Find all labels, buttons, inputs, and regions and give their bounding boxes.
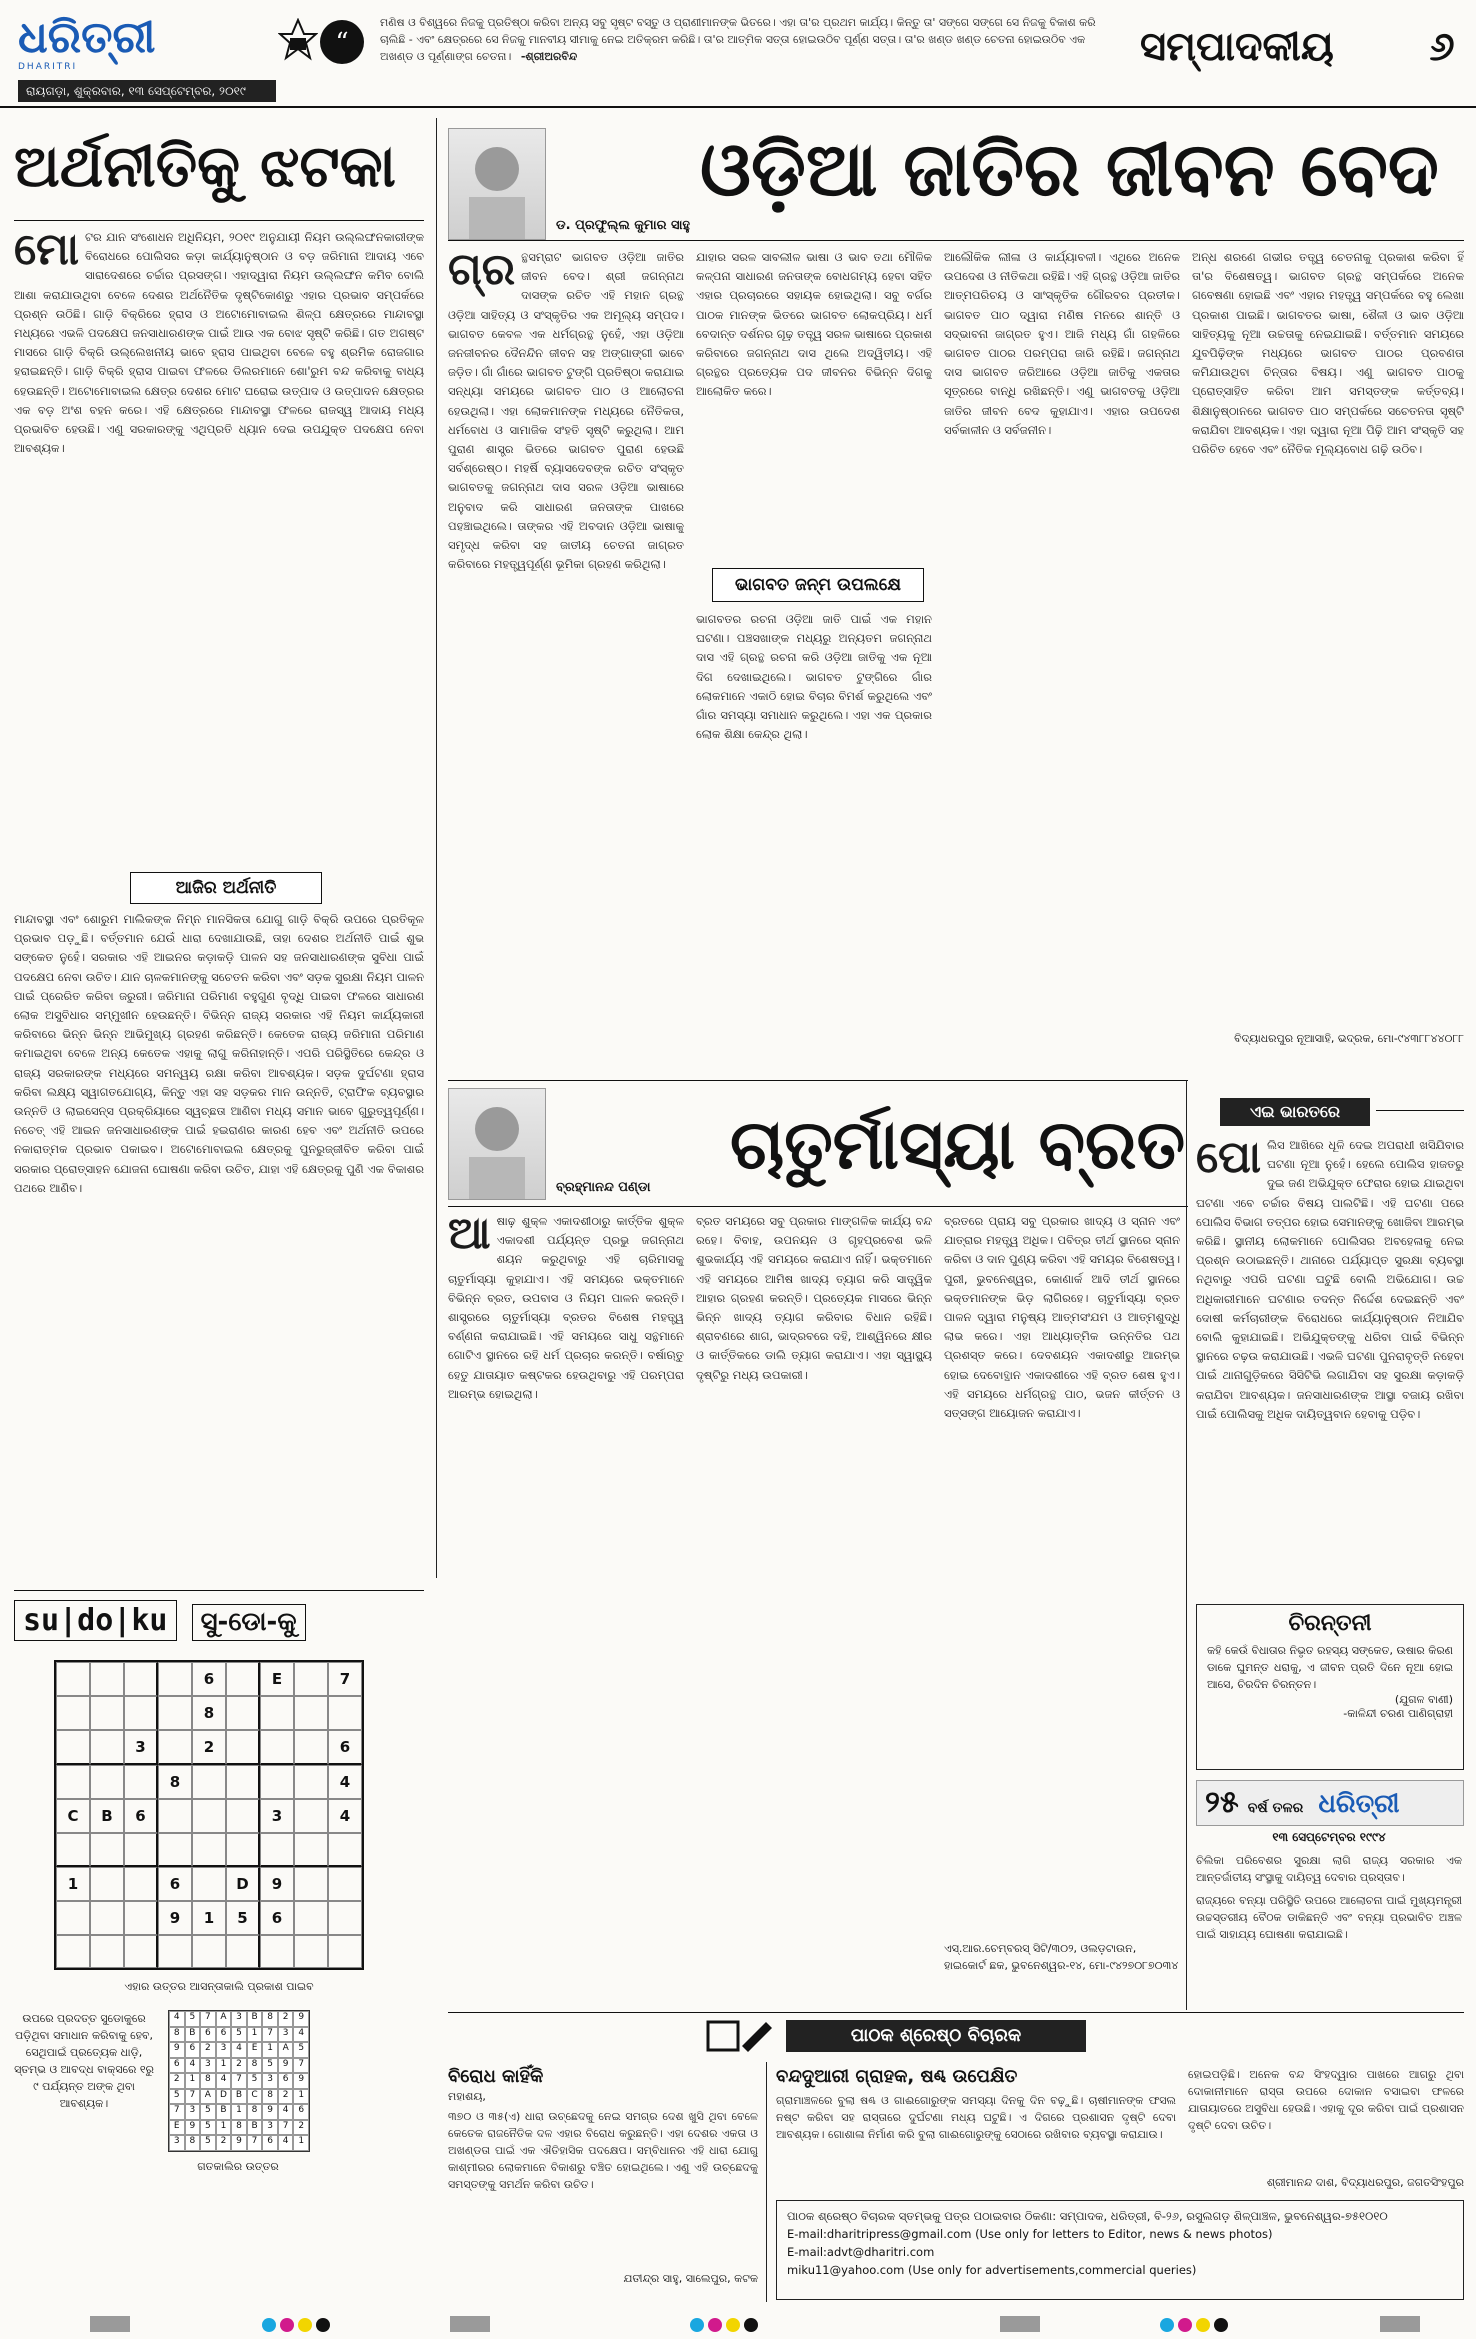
sudoku-cell[interactable] [294, 1730, 328, 1765]
solution-cell: B [247, 2120, 263, 2136]
sudoku-cell[interactable] [90, 1833, 124, 1867]
article1-col3: ଆଲୌକିକ ଲୀଳା ଓ କାର୍ଯ୍ୟାବଳୀ। ଏଥିରେ ଅନେକ ଉପଦେଶ ଓ ନୀତିକଥା ରହିଛି। ଏହି ଗ୍ରନ୍ଥ ଓଡ଼ିଆ ଜାତିର ଆତ୍ମପରିଚୟ ଓ ସାଂସ୍କୃତିକ ଗୌରବର ପ୍ରତୀକ। ଭାଗବତ ପାଠ ଦ୍ୱାରା ମଣିଷ ମନରେ ଶାନ୍ତି ଓ ସଦ୍ଭାବନା ଜାଗ୍ରତ ହୁଏ। ଆଜି ମଧ୍ୟ ଗାଁ ଗହଳିରେ ଭାଗବତ ପାଠର ପରମ୍ପରା ଜାରି ରହିଛି। ଜଗନ୍ନାଥ ଦାସ ଭାଗବତ ଜରିଆରେ ଓଡ଼ିଆ ଜାତିକୁ ଏକତାର ସୂତ୍ରରେ ବାନ୍ଧି ରଖିଛନ୍ତି। ଏଣୁ ଭାଗବତକୁ ଓଡ଼ିଆ ଜାତିର ଜୀବନ ବେଦ କୁହାଯାଏ। ଏହାର ଉପଦେଶ ସର୍ବକାଳୀନ ଓ ସର୍ବଜନୀନ। [944, 250, 1180, 437]
letter-pen-icon [706, 2016, 776, 2056]
solution-cell: 9 [185, 2120, 201, 2136]
editorial-body [14, 228, 424, 868]
sudoku-cell[interactable]: 6 [158, 1867, 192, 1901]
letter1-body: ୩୭୦ ଓ ୩୫(ଏ) ଧାରା ଉଚ୍ଛେଦକୁ ନେଇ ସମଗ୍ର ଦେଶ ଖୁସି ଥିବା ବେଳେ କେତେକ ରାଜନୈତିକ ଦଳ ଏହାର ବିରୋଧ କରୁଛନ୍ତି। ଏହା ଦେଶର ଏକତା ଓ ଅଖଣ୍ଡତା ପାଇଁ ଏକ ଐତିହାସିକ ପଦକ୍ଷେପ। ସମ୍ବିଧାନର ଏହି ଧାରା ଯୋଗୁ କାଶ୍ମୀରର ଲୋକମାନେ ବିକାଶରୁ ବଞ୍ଚିତ ହୋଇଥିଲେ। ଏଣୁ ଏହି ଉଚ୍ଛେଦକୁ ସମସ୍ତଙ୍କୁ ସମର୍ଥନ କରିବା ଉଚିତ। [448, 2110, 758, 2191]
solution-cell: 1 [185, 2073, 201, 2089]
solution-cell: 7 [169, 2104, 185, 2120]
sudoku-cell[interactable]: E [260, 1662, 294, 1696]
solution-cell: 2 [278, 2089, 294, 2105]
solution-cell: 4 [278, 2104, 294, 2120]
sudoku-puzzle-grid[interactable] [54, 1660, 364, 1970]
article2-signoff: ଏସ୍.ଆର.ଚେମ୍ବରସ୍ ସିଟି/୩୦୨, ଓଲଡ଼ଟାଉନ, ହାଇକୋର୍ଟ ଛକ, ଭୁବନେଶ୍ୱର-୧୪, ମୋ-୯୪୨୭୦୮୭୦୩୪ [944, 1942, 1179, 1972]
solution-cell: 1 [216, 2120, 232, 2136]
article1-dropcap: ଗ୍ର [448, 248, 516, 295]
solution-cell: A [278, 2042, 294, 2058]
solution-cell: 6 [169, 2058, 185, 2074]
solution-cell: 5 [200, 2104, 216, 2120]
solution-cell: B [185, 2027, 201, 2043]
solution-cell: 2 [293, 2120, 309, 2136]
sudoku-cell[interactable]: 3 [260, 1799, 294, 1833]
solution-cell: E [247, 2042, 263, 2058]
solution-cell: 3 [262, 2120, 278, 2136]
solution-cell: A [200, 2089, 216, 2105]
sudoku-header [14, 1600, 424, 1648]
letter3-body: ହୋଇପଡ଼ିଛି। ଅନେକ ବନ୍ଦ ସିଂହଦ୍ୱାର ପାଖରେ ଆଗରୁ ଥିବା ଦୋକାନୀମାନେ ରାସ୍ତା ଉପରେ ଦୋକାନ ବସାଇବା ଫଳରେ ଯାତାୟାତରେ ଅସୁବିଧା ହେଉଛି। ଏହାକୁ ଦୂର କରିବା ପାଇଁ ପ୍ରଶାସନ ଦୃଷ୍ଟି ଦେବା ଉଚିତ। [1188, 2068, 1464, 2132]
sudoku-title-en: su|do|ku [14, 1600, 177, 1641]
solution-cell: 8 [231, 2120, 247, 2136]
solution-cell: 8 [262, 2089, 278, 2105]
sudoku-cell[interactable]: 6 [260, 1901, 294, 1935]
sudoku-cell[interactable]: 4 [328, 1799, 362, 1833]
quote-icon [318, 18, 366, 66]
flashback-item: ରାଜ୍ୟରେ ବନ୍ୟା ପରିସ୍ଥିତି ଉପରେ ଆଲୋଚନା ପାଇଁ ମୁଖ୍ୟମନ୍ତ୍ରୀ ଉଚ୍ଚସ୍ତରୀୟ ବୈଠକ ଡାକିଛନ୍ତି ଏବଂ ବନ୍ୟା ପ୍ରଭାବିତ ଅଞ୍ଚଳ ପାଇଁ ସାହାଯ୍ୟ ଘୋଷଣା କରାଯାଇଛି। [1196, 1894, 1462, 1941]
article1-col2-bottom: ଭାଗବତର ରଚନା ଓଡ଼ିଆ ଜାତି ପାଇଁ ଏକ ମହାନ ଘଟଣା। ପଞ୍ଚସଖାଙ୍କ ମଧ୍ୟରୁ ଅନ୍ୟତମ ଜଗନ୍ନାଥ ଦାସ ଏହି ଗ୍ରନ୍ଥ ରଚନା କରି ଓଡ଼ିଆ ଜାତିକୁ ଏକ ନୂଆ ଦିଗ ଦେଖାଇଥିଲେ। ଭାଗବତ ଟୁଙ୍ଗିରେ ଗାଁର ଲୋକମାନେ ଏକାଠି ହୋଇ ବିଚାର ବିମର୍ଶ କରୁଥିଲେ ଏବଂ ଗାଁର ସମସ୍ୟା ସମାଧାନ କରୁଥିଲେ। ଏହା ଏକ ପ୍ରକାର ଲୋକ ଶିକ୍ଷା କେନ୍ଦ୍ର ଥିଲା। [696, 612, 932, 742]
sudoku-cell[interactable] [328, 1901, 362, 1935]
masthead-logo [18, 14, 168, 74]
sudoku-cell[interactable] [56, 1730, 90, 1765]
sudoku-cell[interactable] [124, 1662, 158, 1696]
logo-subtitle: DHARITRI [18, 62, 78, 72]
article2-col3: ବ୍ରତରେ ପ୍ରାୟ ସବୁ ପ୍ରକାର ଖାଦ୍ୟ ଓ ସ୍ନାନ ଏବଂ ଯାତ୍ରାର ମହତ୍ତ୍ୱ ଅଧିକ। ପବିତ୍ର ତୀର୍ଥ ସ୍ଥାନରେ ସ୍ନାନ କରିବା ଓ ଦାନ ପୁଣ୍ୟ କରିବା ଏହି ସମୟର ବିଶେଷତ୍ୱ। ପୁରୀ, ଭୁବନେଶ୍ୱର, କୋଣାର୍କ ଆଦି ତୀର୍ଥ ସ୍ଥାନରେ ଭକ୍ତମାନଙ୍କ ଭିଡ଼ ଲାଗିରହେ। ଚାତୁର୍ମାସ୍ୟା ବ୍ରତ ପାଳନ ଦ୍ୱାରା ମନୁଷ୍ୟ ଆତ୍ମସଂଯମ ଓ ଆତ୍ମଶୁଦ୍ଧି ଲାଭ କରେ। ଏହା ଆଧ୍ୟାତ୍ମିକ ଉନ୍ନତିର ପଥ ପ୍ରଶସ୍ତ କରେ। ଦେବଶୟନ ଏକାଦଶୀରୁ ଆରମ୍ଭ ହୋଇ ଦେବୋତ୍ଥାନ ଏକାଦଶୀରେ ଏହି ବ୍ରତ ଶେଷ ହୁଏ। ଏହି ସମୟରେ ଧର୍ମଗ୍ରନ୍ଥ ପାଠ, ଭଜନ କୀର୍ତ୍ତନ ଓ ସତ୍ସଙ୍ଗ ଆୟୋଜନ କରାଯାଏ। [944, 1214, 1180, 1421]
sudoku-cell[interactable]: 6 [124, 1799, 158, 1833]
sudoku-cell[interactable] [260, 1696, 294, 1730]
sudoku-solution-grid [168, 2010, 310, 2152]
solution-cell: 5 [247, 2073, 263, 2089]
sudoku-cell[interactable]: 1 [192, 1901, 226, 1935]
solution-cell: 2 [200, 2042, 216, 2058]
solution-cell: 6 [216, 2027, 232, 2043]
flashback-items [1196, 1852, 1462, 2008]
flashback-years: ୨୫ [1205, 1785, 1239, 1820]
solution-cell: 9 [231, 2135, 247, 2151]
solution-cell: 9 [278, 2058, 294, 2074]
sudoku-cell[interactable]: 6 [192, 1662, 226, 1696]
solution-cell: 1 [231, 2104, 247, 2120]
editorial-body-continued: ମାନ୍ଦାବସ୍ଥା ଏବଂ ଶୋରୁମ ମାଲିକଙ୍କ ନିମ୍ନ ମାନସିକତା ଯୋଗୁ ଗାଡ଼ି ବିକ୍ରି ଉପରେ ପ୍ରତିକୂଳ ପ୍ରଭାବ ପଡ଼ୁଛି। ବର୍ତ୍ତମାନ ଯେଉଁ ଧାରା ଦେଖାଯାଉଛି, ତାହା ଦେଶର ଅର୍ଥନୀତି ପାଇଁ ଶୁଭ ସଙ୍କେତ ନୁହେଁ। ସରକାର ଏହି ଆଇନର କଡ଼ାକଡ଼ି ପାଳନ ସହ ଜନସାଧାରଣଙ୍କ ସୁବିଧା ପାଇଁ ପଦକ୍ଷେପ ନେବା ଉଚିତ। ଯାନ ଚାଳକମାନଙ୍କୁ ସଚେତନ କରିବା ଏବଂ ସଡ଼କ ସୁରକ୍ଷା ନିୟମ ପାଳନ ପାଇଁ ପ୍ରେରିତ କରିବା ଜରୁରୀ। ଜରିମାନା ପରିମାଣ ବହୁଗୁଣ ବୃଦ୍ଧି ପାଇବା ଫଳରେ ସାଧାରଣ ଲୋକ ଅସୁବିଧାର ସମ୍ମୁଖୀନ ହେଉଛନ୍ତି। ବିଭିନ୍ନ ରାଜ୍ୟ ସରକାର ଏହି ନିୟମ କାର୍ଯ୍ୟକାରୀ କରିବାରେ ଭିନ୍ନ ଭିନ୍ନ ଆଭିମୁଖ୍ୟ ଗ୍ରହଣ କରିଛନ୍ତି। କେତେକ ରାଜ୍ୟ ଜରିମାନା ପରିମାଣ କମାଇଥିବା ବେଳେ ଅନ୍ୟ କେତେକ ଏହାକୁ ଲାଗୁ କରିନାହାନ୍ତି। ଏପରି ପରିସ୍ଥିତିରେ କେନ୍ଦ୍ର ଓ ରାଜ୍ୟ ସରକାରଙ୍କ ମଧ୍ୟରେ ସମନ୍ୱୟ ରକ୍ଷା କରିବା ଆବଶ୍ୟକ। ସଡ଼କ ଦୁର୍ଘଟଣା ହ୍ରାସ କରିବା ଲକ୍ଷ୍ୟ ସ୍ୱାଗତଯୋଗ୍ୟ, କିନ୍ତୁ ଏହା ସହ ସଡ଼କର ମାନ ଉନ୍ନତି, ଟ୍ରାଫିକ ବ୍ୟବସ୍ଥାର ଉନ୍ନତି ଓ ଲାଇସେନ୍ସ ପ୍ରକ୍ରିୟାରେ ସ୍ୱଚ୍ଛତା ଆଣିବା ମଧ୍ୟ ସମାନ ଭାବେ ଗୁରୁତ୍ୱପୂର୍ଣ୍ଣ। ନଚେତ୍ ଏହି ଆଇନ ଜନସାଧାରଣଙ୍କ ପାଇଁ ହଇରାଣର କାରଣ ହେବ ଏବଂ ଅର୍ଥନୀତି ଉପରେ ନକାରାତ୍ମକ ପ୍ରଭାବ ପକାଇବ। ଅଟୋମୋବାଇଲ କ୍ଷେତ୍ରକୁ ପୁନରୁଜ୍ଜୀବିତ କରିବା ପାଇଁ ସରକାର ପ୍ରୋତ୍ସାହନ ଯୋଜନା ଘୋଷଣା କରିବା ଉଚିତ, ଯାହା ଏହି କ୍ଷେତ୍ରକୁ ପୁଣି ଏକ ବିକାଶର ପଥରେ ଆଣିବ। [14, 912, 424, 1195]
article2-col2: ବ୍ରତ ସମୟରେ ସବୁ ପ୍ରକାର ମାଙ୍ଗଳିକ କାର୍ଯ୍ୟ ବନ୍ଦ ରହେ। ବିବାହ, ଉପନୟନ ଓ ଗୃହପ୍ରବେଶ ଭଳି ଶୁଭକାର୍ଯ୍ୟ ଏହି ସମୟରେ କରାଯାଏ ନାହିଁ। ଭକ୍ତମାନେ ଏହି ସମୟରେ ଆମିଷ ଖାଦ୍ୟ ତ୍ୟାଗ କରି ସାତ୍ତ୍ୱିକ ଆହାର ଗ୍ରହଣ କରନ୍ତି। ପ୍ରତ୍ୟେକ ମାସରେ ଭିନ୍ନ ଭିନ୍ନ ଖାଦ୍ୟ ତ୍ୟାଗ କରିବାର ବିଧାନ ରହିଛି। ଶ୍ରାବଣରେ ଶାଗ, ଭାଦ୍ରବରେ ଦହି, ଆଶ୍ୱିନରେ କ୍ଷୀର ଓ କାର୍ତ୍ତିକରେ ଡାଲି ତ୍ୟାଗ କରାଯାଏ। ଏହା ସ୍ୱାସ୍ଥ୍ୟ ଦୃଷ୍ଟିରୁ ମଧ୍ୟ ଉପକାରୀ। [696, 1214, 932, 1382]
solution-cell: D [216, 2089, 232, 2105]
sudoku-cell[interactable] [158, 1833, 192, 1867]
solution-cell: 5 [200, 2135, 216, 2151]
sudoku-cell[interactable]: 8 [192, 1696, 226, 1730]
sudoku-cell[interactable] [294, 1765, 328, 1799]
solution-cell: 1 [247, 2027, 263, 2043]
sudoku-cell[interactable] [294, 1867, 328, 1901]
sudoku-cell[interactable] [226, 1696, 260, 1730]
sudoku-cell[interactable] [124, 1935, 158, 1969]
sudoku-cell[interactable] [226, 1662, 260, 1696]
solution-cell: 8 [247, 2058, 263, 2074]
sudoku-cell[interactable] [226, 1730, 260, 1765]
sudoku-cell[interactable] [192, 1765, 226, 1799]
sudoku-cell[interactable] [226, 1935, 260, 1969]
solution-cell: 9 [262, 2104, 278, 2120]
editorial-headline: ଅର୍ଥନୀତିକୁ ଝଟକା [14, 132, 396, 200]
editorial-text: ଟର ଯାନ ସଂଶୋଧନ ଅଧିନିୟମ, ୨୦୧୯ ଅନୁଯାୟୀ ନିୟମ ଉଲ୍ଲଙ୍ଘନକାରୀଙ୍କ ବିରୋଧରେ ପୋଲିସର କଡ଼ା କାର୍ଯ୍ୟାନୁଷ୍ଠାନ ଓ ବଡ଼ ଜରିମାନା ଆଦାୟ ଏବେ ସାରାଦେଶରେ ଚର୍ଚ୍ଚାର ପ୍ରସଙ୍ଗ। ଏହାଦ୍ୱାରା ନିୟମ ଉଲ୍ଲଙ୍ଘନ କମିବ ବୋଲି ଆଶା କରାଯାଉଥିବା ବେଳେ ଦେଶର ଅର୍ଥନୈତିକ ଦୃଷ୍ଟିକୋଣରୁ ଏହାର ପ୍ରଭାବ ସମ୍ପର୍କରେ ପ୍ରଶ୍ନ ଉଠିଛି। ଗାଡ଼ି ବିକ୍ରିରେ ହ୍ରାସ ଓ ଅଟୋମୋବାଇଲ ଶିଳ୍ପ କ୍ଷେତ୍ରରେ ମାନ୍ଦାବସ୍ଥା ମଧ୍ୟରେ ଏଭଳି ପଦକ୍ଷେପ ଜନସାଧାରଣଙ୍କ ପାଇଁ ଆଉ ଏକ ବୋଝ ସୃଷ୍ଟି କରିଛି। ଗତ ଅଗଷ୍ଟ ମାସରେ ଗାଡ଼ି ବିକ୍ରି ଉଲ୍ଲେଖନୀୟ ଭାବେ ହ୍ରାସ ପାଇଥିବା ବେଳେ ବହୁ ଶ୍ରମିକ ରୋଜଗାର ହରାଇଛନ୍ତି। ଗାଡ଼ି ବିକ୍ରି ହ୍ରାସ ପାଇବା ଫଳରେ ଡିଲରମାନେ ଶୋ'ରୁମ ବନ୍ଦ କରିବାକୁ ବାଧ୍ୟ ହେଉଛନ୍ତି। ଅଟୋମୋବାଇଲ କ୍ଷେତ୍ର ଦେଶର ମୋଟ ଘରୋଇ ଉତ୍ପାଦ ଓ ଉତ୍ପାଦନ କ୍ଷେତ୍ରର ଏକ ବଡ଼ ଅଂଶ ବହନ କରେ। ଏହି କ୍ଷେତ୍ରରେ ମାନ୍ଦାବସ୍ଥା ଫଳରେ ରାଜସ୍ୱ ଆଦାୟ ମଧ୍ୟ ପ୍ରଭାବିତ ହେଉଛି। ଏଣୁ ସରକାରଙ୍କୁ ଏଥିପ୍ରତି ଧ୍ୟାନ ଦେଇ ଉପଯୁକ୍ତ ପଦକ୍ଷେପ ନେବା ଆବଶ୍ୟକ। [14, 230, 424, 456]
section-title: ସମ୍ପାଦକୀୟ [1140, 23, 1334, 70]
editorial-subhead: ଆଜିର ଅର୍ଥନୀତି [130, 872, 322, 904]
solution-cell: 2 [216, 2135, 232, 2151]
solution-cell: 5 [262, 2058, 278, 2074]
sudoku-title-or: ସୁ-ଡୋ-କୁ [192, 1604, 306, 1641]
sudoku-cell[interactable]: C [56, 1799, 90, 1833]
solution-cell: 7 [200, 2011, 216, 2027]
sudoku-cell[interactable] [328, 1867, 362, 1901]
ei-bharatare-label: ଏଇ ଭାରତରେ [1220, 1098, 1370, 1126]
solution-cell: 1 [216, 2058, 232, 2074]
sudoku-cell[interactable] [56, 1833, 90, 1867]
ei-bharatare-text: ଲିସ ଆଖିରେ ଧୂଳି ଦେଇ ଅପରାଧୀ ଖସିଯିବାର ଘଟଣା ନୂଆ ନୁହେଁ। ହେଲେ ପୋଲିସ ହାଜତରୁ ଦୁଇ ଜଣ ଅଭିଯୁକ୍ତ ଫେରାର ହୋଇ ଯାଇଥିବା ଘଟଣା ଏବେ ଚର୍ଚ୍ଚାର ବିଷୟ ପାଲଟିଛି। ଏହି ଘଟଣା ପରେ ପୋଲିସ ବିଭାଗ ତତ୍ପର ହୋଇ ସେମାନଙ୍କୁ ଖୋଜିବା ଆରମ୍ଭ କରିଛି। ସ୍ଥାନୀୟ ଲୋକମାନେ ପୋଲିସର ଅବହେଳାକୁ ନେଇ ପ୍ରଶ୍ନ ଉଠାଇଛନ୍ତି। ଥାନାରେ ପର୍ଯ୍ୟାପ୍ତ ସୁରକ୍ଷା ବ୍ୟବସ୍ଥା ନଥିବାରୁ ଏପରି ଘଟଣା ଘଟୁଛି ବୋଲି ଅଭିଯୋଗ। ଉଚ୍ଚ ଅଧିକାରୀମାନେ ଘଟଣାର ତଦନ୍ତ ନିର୍ଦ୍ଦେଶ ଦେଇଛନ୍ତି ଏବଂ ଦୋଷୀ କର୍ମଚାରୀଙ୍କ ବିରୋଧରେ କାର୍ଯ୍ୟାନୁଷ୍ଠାନ ନିଆଯିବ ବୋଲି କୁହାଯାଇଛି। ଅଭିଯୁକ୍ତଙ୍କୁ ଧରିବା ପାଇଁ ବିଭିନ୍ନ ସ୍ଥାନରେ ଚଢ଼ଉ କରାଯାଉଛି। ଏଭଳି ଘଟଣା ପୁନରାବୃତ୍ତି ନହେବା ପାଇଁ ଥାନାଗୁଡ଼ିକରେ ସିସିଟିଭି ଲଗାଯିବା ସହ ସୁରକ୍ଷା କଡ଼ାକଡ଼ି କରାଯିବା ଆବଶ୍ୟକ। ଜନସାଧାରଣଙ୍କ ଆସ୍ଥା ବଜାୟ ରଖିବା ପାଇଁ ପୋଲିସକୁ ଅଧିକ ଦାୟିତ୍ୱବାନ ହେବାକୁ ପଡ଼ିବ। [1196, 1138, 1464, 1421]
flashback-paper: ଧରିତ୍ରୀ [1318, 1789, 1400, 1819]
solution-cell: 5 [169, 2089, 185, 2105]
solution-cell: 7 [278, 2120, 294, 2136]
solution-cell: 1 [293, 2089, 309, 2105]
letter1-salutation: ମହାଶୟ, [448, 2090, 486, 2103]
sudoku-cell[interactable]: 5 [226, 1901, 260, 1935]
solution-cell: 8 [247, 2104, 263, 2120]
sudoku-cell[interactable] [124, 1867, 158, 1901]
sudoku-cell[interactable] [56, 1662, 90, 1696]
article2-text-a: ଷାଢ଼ ଶୁକ୍ଳ ଏକାଦଶୀଠାରୁ କାର୍ତ୍ତିକ ଶୁକ୍ଳ ଏକାଦଶୀ ପର୍ଯ୍ୟନ୍ତ ପ୍ରଭୁ ଜଗନ୍ନାଥ ଶୟନ କରୁଥିବାରୁ ଏହି ଚାରିମାସକୁ ଚାତୁର୍ମାସ୍ୟା କୁହାଯାଏ। ଏହି ସମୟରେ ଭକ୍ତମାନେ ବିଭିନ୍ନ ବ୍ରତ, ଉପବାସ ଓ ନିୟମ ପାଳନ କରନ୍ତି। ଶାସ୍ତ୍ରରେ ଚାତୁର୍ମାସ୍ୟା ବ୍ରତର ବିଶେଷ ମହତ୍ତ୍ୱ ବର୍ଣ୍ଣନା କରାଯାଇଛି। ଏହି ସମୟରେ ସାଧୁ ସନ୍ଥମାନେ ଗୋଟିଏ ସ୍ଥାନରେ ରହି ଧର୍ମ ପ୍ରଚାର କରନ୍ତି। ବର୍ଷାଋତୁ ହେତୁ ଯାତାୟାତ କଷ୍ଟକର ହେଉଥିବାରୁ ଏହି ପରମ୍ପରା ଆରମ୍ଭ ହୋଇଥିଲା। [448, 1214, 684, 1401]
solution-cell: 3 [231, 2011, 247, 2027]
solution-cell: 7 [185, 2089, 201, 2105]
masthead-quote [380, 14, 1120, 84]
sudoku-solution-label: ଗତକାଲିର ଉତ୍ତର [197, 2160, 279, 2173]
solution-cell: 5 [200, 2120, 216, 2136]
solution-cell: 7 [231, 2073, 247, 2089]
sudoku-cell[interactable] [294, 1662, 328, 1696]
letter3-author: ଶ୍ରୀମାନନ୍ଦ ଦାଶ, ବିଦ୍ୟାଧରପୁର, ଜଗତସିଂହପୁର [1266, 2176, 1464, 2189]
solution-cell: 4 [231, 2042, 247, 2058]
sudoku-cell[interactable] [158, 1730, 192, 1765]
sudoku-cell[interactable] [56, 1901, 90, 1935]
solution-cell: 6 [262, 2135, 278, 2151]
solution-cell: 8 [185, 2135, 201, 2151]
solution-cell: B [216, 2104, 232, 2120]
sudoku-cell[interactable] [294, 1935, 328, 1969]
letter2-title: ବନ୍ଦଦୁଆରୀ ଗ୍ରାହକ, ଷଣ୍ଢ ଉପେକ୍ଷିତ [776, 2066, 1018, 2087]
ei-bharatare-body [1196, 1136, 1464, 1596]
solution-cell: 2 [278, 2011, 294, 2027]
sudoku-cell[interactable] [226, 1833, 260, 1867]
logo-text: ଧରିତ୍ରୀ [18, 12, 156, 63]
sudoku-cell[interactable] [294, 1696, 328, 1730]
sudoku-cell[interactable] [90, 1662, 124, 1696]
solution-cell: E [169, 2120, 185, 2136]
solution-cell: 4 [185, 2058, 201, 2074]
readers-contact-box [776, 2200, 1464, 2300]
chirantani-box [1196, 1604, 1464, 1770]
solution-cell: 8 [262, 2011, 278, 2027]
author-photo-1 [448, 128, 546, 240]
sudoku-cell[interactable] [90, 1696, 124, 1730]
article1-col2-top: ଯାହାର ସରଳ ସାବଲୀଳ ଭାଷା ଓ ଭାବ ତଥା ମୌଳିକ କଳ୍ପନା ସାଧାରଣ ଜନତାଙ୍କ ବୋଧଗମ୍ୟ ହେବା ସହିତ ଏହାର ପ୍ରଚାରରେ ସହାୟକ ହୋଇଥିଲା। ସବୁ ବର୍ଗର ପାଠକ ମାନଙ୍କ ଭିତରେ ଭାଗବତ ଲୋକପ୍ରିୟ। ଧର୍ମ ବେଦାନ୍ତ ଦର୍ଶନର ଗୂଢ଼ ତତ୍ତ୍ୱ ସରଳ ଭାଷାରେ ପ୍ରକାଶ କରିବାରେ ଜଗନ୍ନାଥ ଦାସ ଥିଲେ ଅଦ୍ୱିତୀୟ। ଏହି ଗ୍ରନ୍ଥର ପ୍ରତ୍ୟେକ ପଦ ଜୀବନର ବିଭିନ୍ନ ଦିଗକୁ ଆଲୋକିତ କରେ। [696, 250, 932, 399]
solution-cell: 2 [169, 2073, 185, 2089]
sudoku-cell[interactable]: 4 [328, 1765, 362, 1799]
flashback-label: ବର୍ଷ ତଳର [1247, 1800, 1304, 1816]
solution-cell: 7 [293, 2058, 309, 2074]
solution-cell: 2 [231, 2058, 247, 2074]
sudoku-cell[interactable] [294, 1799, 328, 1833]
solution-cell: 3 [262, 2073, 278, 2089]
article1-headline: ଓଡ଼ିଆ ଜାତିର ଜୀବନ ବେଦ [700, 127, 1439, 213]
article1-col1 [448, 248, 684, 1068]
sudoku-cell[interactable] [56, 1935, 90, 1969]
article1-subhead: ଭାଗବତ ଜନ୍ମ ଉପଲକ୍ଷେ [712, 568, 924, 602]
sudoku-cell[interactable] [328, 1935, 362, 1969]
flashback-header [1196, 1780, 1464, 1826]
sudoku-cell[interactable] [158, 1696, 192, 1730]
sudoku-cell[interactable]: 9 [260, 1867, 294, 1901]
readers-contact-address: ପାଠକ ଶ୍ରେଷ୍ଠ ବିଚାରକ ସ୍ତମ୍ଭକୁ ପତ୍ର ପଠାଇବାର ଠିକଣା: ସମ୍ପାଦକ, ଧରିତ୍ରୀ, ବି-୨୬, ରସୁଲଗଡ଼ ଶିଳ୍ପାଞ୍ଚଳ, ଭୁବନେଶ୍ୱର-୭୫୧୦୧୦ [787, 2209, 1388, 2223]
solution-cell: 1 [262, 2042, 278, 2058]
sudoku-cell[interactable] [192, 1799, 226, 1833]
solution-cell: 4 [216, 2073, 232, 2089]
solution-cell: 5 [231, 2027, 247, 2043]
flashback-date: ୧୩ ସେପ୍ଟେମ୍ବର ୧୯୯୪ [1272, 1830, 1386, 1844]
solution-cell: 1 [293, 2135, 309, 2151]
sudoku-cell[interactable] [192, 1935, 226, 1969]
solution-cell: 6 [293, 2104, 309, 2120]
sudoku-cell[interactable]: 2 [192, 1730, 226, 1765]
sudoku-cell[interactable] [90, 1730, 124, 1765]
sudoku-cell[interactable] [90, 1867, 124, 1901]
chirantani-author: -କାଳିନ୍ଦୀ ଚରଣ ପାଣିଗ୍ରାହୀ [1343, 1707, 1453, 1720]
solution-cell: 5 [185, 2011, 201, 2027]
sudoku-cell[interactable] [90, 1935, 124, 1969]
readers-email-yahoo[interactable]: miku11@yahoo.com (Use only for advertisements,commercial queries) [787, 2263, 1197, 2277]
solution-cell: 3 [216, 2042, 232, 2058]
solution-cell: B [231, 2089, 247, 2105]
sudoku-cell[interactable] [56, 1696, 90, 1730]
solution-cell: 8 [169, 2027, 185, 2043]
sudoku-cell[interactable] [260, 1833, 294, 1867]
sudoku-cell[interactable] [328, 1833, 362, 1867]
sudoku-cell[interactable]: D [226, 1867, 260, 1901]
sudoku-cell[interactable] [260, 1765, 294, 1799]
solution-cell: 7 [247, 2135, 263, 2151]
sudoku-cell[interactable] [124, 1696, 158, 1730]
sudoku-cell[interactable] [192, 1833, 226, 1867]
solution-cell: 6 [200, 2027, 216, 2043]
sudoku-cell[interactable] [192, 1867, 226, 1901]
sudoku-cell[interactable] [124, 1765, 158, 1799]
sudoku-cell[interactable] [158, 1935, 192, 1969]
article2-dropcap: ଆ [448, 1212, 491, 1259]
sudoku-rules: ଉପରେ ପ୍ରଦତ୍ତ ସୁଡୋକୁରେ ପଡ଼ିଥିବା ସମାଧାନ କରିବାକୁ ହେବ, ସେଥିପାଇଁ ପ୍ରତ୍ୟେକ ଧାଡ଼ି, ସ୍ତମ୍ଭ ଓ ଆବଦ୍ଧ ବାକ୍ସରେ ୧ରୁ ୯ ପର୍ଯ୍ୟନ୍ତ ଅଙ୍କ ଥିବା ଆବଶ୍ୟକ। [14, 2012, 154, 2110]
solution-cell: 8 [200, 2073, 216, 2089]
svg-text:“: “ [335, 28, 349, 58]
sudoku-cell[interactable] [226, 1765, 260, 1799]
article2-col1 [448, 1212, 684, 2002]
sudoku-cell[interactable] [158, 1799, 192, 1833]
solution-cell: B [247, 2011, 263, 2027]
chirantani-title: ଚିରନ୍ତନୀ [1288, 1611, 1372, 1636]
solution-cell: C [247, 2089, 263, 2105]
solution-cell: 3 [185, 2104, 201, 2120]
article2-headline: ଚାତୁର୍ମାସ୍ୟା ବ୍ରତ [730, 1105, 1186, 1185]
sudoku-cell[interactable]: 7 [328, 1662, 362, 1696]
solution-cell: 3 [278, 2027, 294, 2043]
solution-cell: 4 [169, 2011, 185, 2027]
page-number: ୬ [1429, 23, 1455, 70]
flashback-item: ଚିଲିକା ପରିବେଶର ସୁରକ୍ଷା ଲାଗି ରାଜ୍ୟ ସରକାର ଏକ ଆନ୍ତର୍ଜାତୀୟ ସଂସ୍ଥାକୁ ଦାୟିତ୍ୱ ଦେବାର ପ୍ରସ୍ତାବ। [1196, 1854, 1462, 1884]
sudoku-cell[interactable] [56, 1765, 90, 1799]
solution-cell: 6 [278, 2073, 294, 2089]
editorial-dropcap: ମୋ [14, 228, 79, 275]
quote-text: ମଣିଷ ଓ ବିଶ୍ୱରେ ନିଜକୁ ପ୍ରତିଷ୍ଠା କରିବା ଅନ୍ୟ ସବୁ ସୃଷ୍ଟ ବସ୍ତୁ ଓ ପ୍ରାଣୀମାନଙ୍କ ଭିତରେ। ଏହା ତା'ର ପ୍ରଥମ କାର୍ଯ୍ୟ। କିନ୍ତୁ ତା' ସଙ୍ଗେ ସଙ୍ଗେ ସେ ନିଜକୁ ବିକାଶ କରି ଚାଲିଛି - ଏବଂ କ୍ଷେତ୍ରରେ ସେ ନିଜକୁ ମାନବୀୟ ସୀମାକୁ ନେଇ ଅତିକ୍ରମ କରିଛି। ତା'ର ଆତ୍ମିକ ସତ୍ତା ହୋଇଉଠିବ ପୂର୍ଣ୍ଣ ସତ୍ତା। ତା'ର ଖଣ୍ଡ ଖଣ୍ଡ ଚେତନା ହୋଇଉଠିବ ଏକ ଅଖଣ୍ଡ ଓ ପୂର୍ଣ୍ଣାଙ୍ଗ ଚେତନା। [380, 16, 1096, 63]
solution-cell: A [216, 2011, 232, 2027]
sudoku-cell[interactable]: 3 [124, 1730, 158, 1765]
sudoku-cell[interactable] [124, 1901, 158, 1935]
sudoku-cell[interactable] [90, 1765, 124, 1799]
article2-author: ବ୍ରହ୍ମାନନ୍ଦ ପଣ୍ଡା [556, 1180, 651, 1195]
readers-email-editor[interactable]: E-mail:dharitripress@gmail.com (Use only for letters to Editor, news & news photos) [787, 2227, 1273, 2241]
sudoku-cell[interactable] [124, 1833, 158, 1867]
star-emblem-icon [278, 18, 318, 62]
article1-author: ଡ. ପ୍ରଫୁଲ୍ଲ କୁମାର ସାହୁ [556, 218, 690, 233]
ei-bharatare-dropcap: ପୋ [1196, 1136, 1261, 1183]
sudoku-cell[interactable] [158, 1662, 192, 1696]
solution-cell: 4 [278, 2135, 294, 2151]
sudoku-cell[interactable]: 6 [328, 1730, 362, 1765]
chirantani-source: (ଯୁଗଳ ବାଣୀ) [1394, 1693, 1453, 1706]
sudoku-cell[interactable]: B [90, 1799, 124, 1833]
readers-heading: ପାଠକ ଶ୍ରେଷ୍ଠ ବିଚାରକ [786, 2020, 1086, 2052]
solution-cell: 3 [169, 2135, 185, 2151]
solution-cell: 7 [262, 2027, 278, 2043]
letter1-author: ଯତୀନ୍ଦ୍ର ସାହୁ, ସାଲେପୁର, କଟକ [623, 2272, 758, 2285]
solution-cell: 3 [200, 2058, 216, 2074]
sudoku-cell[interactable] [260, 1730, 294, 1765]
sudoku-cell[interactable]: 9 [158, 1901, 192, 1935]
sudoku-cell[interactable] [226, 1799, 260, 1833]
article1-text-a: ନ୍ଥସମ୍ରାଟ ଭାଗବତ ଓଡ଼ିଆ ଜାତିର ଜୀବନ ବେଦ। ଶ୍ରୀ ଜଗନ୍ନାଥ ଦାସଙ୍କ ରଚିତ ଏହି ମହାନ ଗ୍ରନ୍ଥ ଓଡ଼ିଆ ସାହିତ୍ୟ ଓ ସଂସ୍କୃତିର ଏକ ଅମୂଲ୍ୟ ସମ୍ପଦ। ଭାଗବତ କେବଳ ଏକ ଧର୍ମଗ୍ରନ୍ଥ ନୁହେଁ, ଏହା ଓଡ଼ିଆ ଜନଜୀବନର ଦୈନନ୍ଦିନ ଜୀବନ ସହ ଅଙ୍ଗାଙ୍ଗୀ ଭାବେ ଜଡ଼ିତ। ଗାଁ ଗାଁରେ ଭାଗବତ ଟୁଙ୍ଗି ପ୍ରତିଷ୍ଠା କରାଯାଇ ସନ୍ଧ୍ୟା ସମୟରେ ଭାଗବତ ପାଠ ଓ ଆଲୋଚନା ହେଉଥିଲା। ଏହା ଲୋକମାନଙ୍କ ମଧ୍ୟରେ ନୈତିକତା, ଧର୍ମବୋଧ ଓ ସାମାଜିକ ସଂହତି ସୃଷ୍ଟି କରୁଥିଲା। ଆମ ପୁରାଣ ଶାସ୍ତ୍ର ଭିତରେ ଭାଗବତ ପୁରାଣ ହେଉଛି ସର୍ବଶ୍ରେଷ୍ଠ। ମହର୍ଷି ବ୍ୟାସଦେବଙ୍କ ରଚିତ ସଂସ୍କୃତ ଭାଗବତକୁ ଜଗନ୍ନାଥ ଦାସ ସରଳ ଓଡ଼ିଆ ଭାଷାରେ ଅନୁବାଦ କରି ସାଧାରଣ ଜନତାଙ୍କ ପାଖରେ ପହଞ୍ଚାଇଥିଲେ। ତାଙ୍କର ଏହି ଅବଦାନ ଓଡ଼ିଆ ଭାଷାକୁ ସମୃଦ୍ଧ କରିବା ସହ ଜାତୀୟ ଚେତନା ଜାଗ୍ରତ କରିବାରେ ମହତ୍ତ୍ୱପୂର୍ଣ୍ଣ ଭୂମିକା ଗ୍ରହଣ କରିଥିଲା। [448, 250, 684, 572]
solution-cell: 4 [293, 2027, 309, 2043]
solution-cell: 5 [293, 2042, 309, 2058]
sudoku-cell[interactable]: 8 [158, 1765, 192, 1799]
author-photo-2 [448, 1088, 546, 1200]
solution-cell: 9 [293, 2011, 309, 2027]
sudoku-cell[interactable] [90, 1901, 124, 1935]
letter2-body: ଗ୍ରାମାଞ୍ଚଳରେ ବୁଲା ଷଣ୍ଢ ଓ ଗାଈଗୋରୁଙ୍କ ସମସ୍ୟା ଦିନକୁ ଦିନ ବଢ଼ୁଛି। ଚାଷୀମାନଙ୍କ ଫସଲ ନଷ୍ଟ କରିବା ସହ ରାସ୍ତାରେ ଦୁର୍ଘଟଣା ମଧ୍ୟ ଘଟୁଛି। ଏ ଦିଗରେ ପ୍ରଶାସନ ଦୃଷ୍ଟି ଦେବା ଆବଶ୍ୟକ। ଗୋଶାଳା ନିର୍ମାଣ କରି ବୁଲା ଗାଈଗୋରୁଙ୍କୁ ସେଠାରେ ରଖିବାର ବ୍ୟବସ୍ଥା କରାଯାଉ। [776, 2094, 1176, 2141]
article1-signoff: ବିଦ୍ୟାଧରପୁର ନୂଆସାହି, ଭଦ୍ରକ, ମୋ-୯୪୩୮୮୪୪୦୮୮ [1234, 1032, 1464, 1045]
solution-cell: 6 [185, 2042, 201, 2058]
readers-email-advt[interactable]: E-mail:advt@dharitri.com [787, 2245, 935, 2259]
sudoku-cell[interactable] [260, 1935, 294, 1969]
letter1-title: ବିରୋଧ କାହିଁକି [448, 2066, 544, 2087]
solution-cell: 9 [169, 2042, 185, 2058]
chirantani-text: କହି କେଉଁ ବିଧାତାର ନିଭୃତ ରହସ୍ୟ ସଙ୍କେତ, ଉଷାର କିରଣ ଡାକେ ଘୁମନ୍ତ ଧରାକୁ, ଏ ଜୀବନ ପ୍ରତି ଦିନେ ନୂଆ ହୋଇ ଆସେ, ଚିରଦିନ ଚିରନ୍ତନ। [1207, 1644, 1453, 1691]
sudoku-cell[interactable] [294, 1833, 328, 1867]
article1-col4: ଅନ୍ଧ ଶରଣେ ଗଭୀର ତତ୍ତ୍ୱ ଚେତନାକୁ ପ୍ରକାଶ କରିବା ହିଁ ତା'ର ବିଶେଷତ୍ୱ। ଭାଗବତ ଗ୍ରନ୍ଥ ସମ୍ପର୍କରେ ଅନେକ ଗବେଷଣା ହୋଇଛି ଏବଂ ଏହାର ମହତ୍ତ୍ୱ ସମ୍ପର୍କରେ ବହୁ ଲେଖା ପ୍ରକାଶ ପାଇଛି। ଭାଗବତର ଭାଷା, ଶୈଳୀ ଓ ଭାବ ଓଡ଼ିଆ ସାହିତ୍ୟକୁ ନୂଆ ଉଚ୍ଚତାକୁ ନେଇଯାଇଛି। ବର୍ତ୍ତମାନ ସମୟରେ ଯୁବପିଢ଼ିଙ୍କ ମଧ୍ୟରେ ଭାଗବତ ପାଠର ପ୍ରବଣତା କମିଯାଉଥିବା ଚିନ୍ତାର ବିଷୟ। ଏଣୁ ଭାଗବତ ପାଠକୁ ପ୍ରୋତ୍ସାହିତ କରିବା ଆମ ସମସ୍ତଙ୍କ କର୍ତ୍ତବ୍ୟ। ଶିକ୍ଷାନୁଷ୍ଠାନରେ ଭାଗବତ ପାଠ ସମ୍ପର୍କରେ ସଚେତନତା ସୃଷ୍ଟି କରାଯିବା ଆବଶ୍ୟକ। ଏହା ଦ୍ୱାରା ନୂଆ ପିଢ଼ି ଆମ ସଂସ୍କୃତି ସହ ପରିଚିତ ହେବେ ଏବଂ ନୈତିକ ମୂଲ୍ୟବୋଧ ଗଢ଼ି ଉଠିବ। [1192, 250, 1464, 457]
sudoku-cell[interactable] [328, 1696, 362, 1730]
sudoku-cell[interactable]: 1 [56, 1867, 90, 1901]
quote-author: -ଶ୍ରୀଅରବିନ୍ଦ [520, 50, 578, 63]
sudoku-cell[interactable] [294, 1901, 328, 1935]
dateline: ରାୟଗଡ଼ା, ଶୁକ୍ରବାର, ୧୩ ସେପ୍ଟେମ୍ବର, ୨୦୧୯ [18, 80, 276, 102]
sudoku-note: ଏହାର ଉତ୍ତର ଆସନ୍ତାକାଲି ପ୍ରକାଶ ପାଇବ [124, 1980, 314, 1993]
solution-cell: 9 [293, 2073, 309, 2089]
